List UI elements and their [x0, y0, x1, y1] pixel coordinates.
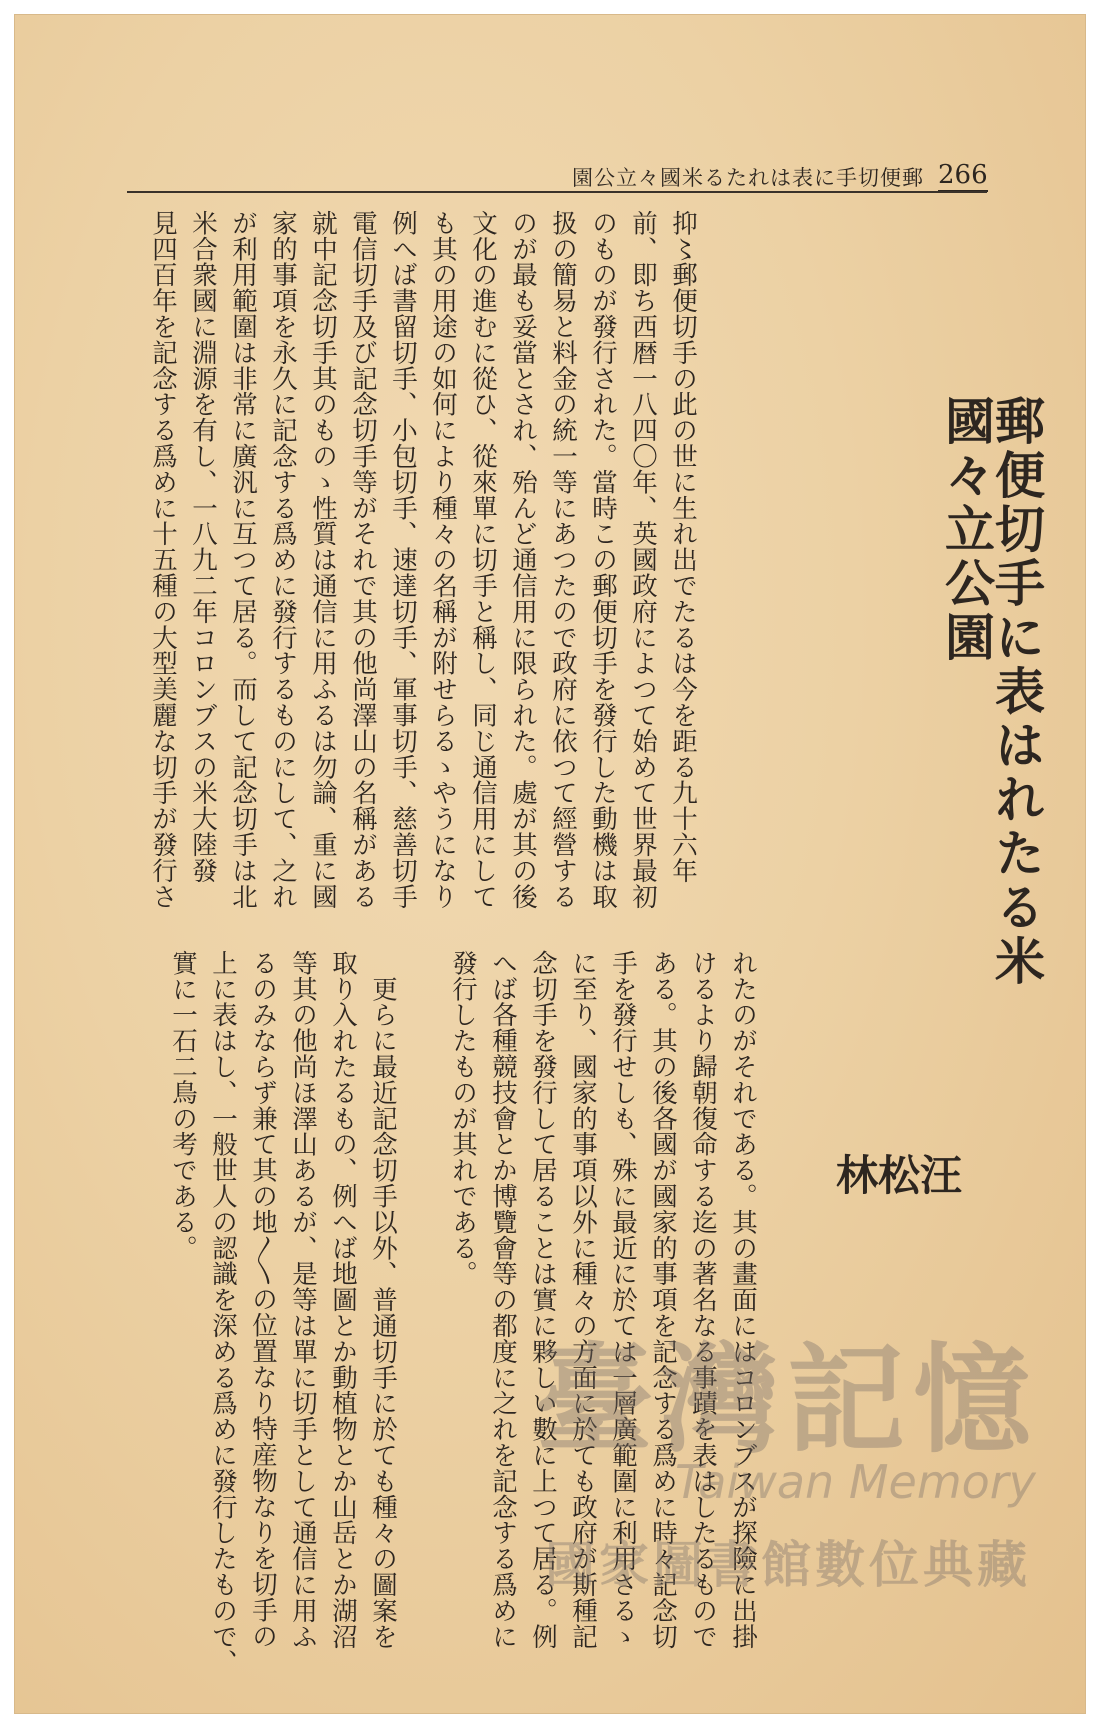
body-column: 就中記念切手其のものゝ性質は通信に用ふるは勿論、重に國: [308, 210, 338, 910]
body-column: 見四百年を記念する爲めに十五種の大型美麗な切手が發行さ: [148, 210, 178, 910]
body-column: 實に一石二鳥の考である。: [168, 950, 198, 1261]
body-column: が利用範圍は非常に廣汎に互つて居る。而して記念切手は北: [228, 210, 258, 910]
scanned-page: [14, 14, 1086, 1714]
body-column: るのみならず兼て其の地〳〵の位置なり特産物なりを切手の: [248, 950, 278, 1649]
body-column: けるより歸朝復命する迄の著名なる事蹟を表はしたるもので: [688, 950, 718, 1650]
body-column: 手を發行せしも、殊に最近に於ては一層廣範圍に利用さるゝ: [608, 950, 638, 1650]
body-column: 抑〻郵便切手の此の世に生れ出でたるは今を距る九十六年: [668, 210, 698, 884]
author-char: 松: [872, 1153, 921, 1195]
body-column: のものが發行された。當時この郵便切手を發行した動機は取: [588, 210, 618, 910]
body-column: へば各種競技會とか博覽會等の都度に之れを記念する爲めに: [488, 950, 518, 1650]
author-char: 林: [830, 1153, 879, 1195]
author-name: [830, 1153, 963, 1673]
header-rule: [127, 191, 987, 193]
body-column: 家的事項を永久に記念する爲めに發行するものにして、之れ: [268, 210, 298, 910]
watermark-english: Taiwan Memory: [675, 1455, 1036, 1509]
article-title: 郵便切手に表はれたる米國々立公園: [937, 395, 1046, 989]
watermark-subtitle: 國家圖書館數位典藏: [545, 1536, 1031, 1594]
body-column: 念切手を發行して居ることは實に夥しい數に上つて居る。例: [528, 950, 558, 1650]
body-column: 例へば書留切手、小包切手、速達切手、軍事切手、慈善切手: [388, 210, 418, 910]
watermark-logo: 臺灣記憶: [535, 1330, 1040, 1469]
body-column: 扱の簡易と料金の統一等にあつたので政府に依つて經營する: [548, 210, 578, 910]
running-header-title: 郵便切手に表はれたる米國々立公園: [572, 166, 924, 190]
body-column: 取り入れたるもの、例へば地圖とか動植物とか山岳とか湖沼: [328, 950, 358, 1650]
body-column: 發行したものが其れである。: [448, 950, 478, 1287]
body-column: 文化の進むに從ひ、從來單に切手と稱し、同じ通信用にして: [468, 210, 498, 910]
body-column: 米合衆國に淵源を有し、一八九二年コロンブスの米大陸發: [188, 210, 218, 884]
body-column: [401, 950, 437, 1510]
body-column: も其の用途の如何により種々の名稱が附せらるゝやうになり: [428, 210, 458, 910]
body-column: ある。其の後各國が國家的事項を記念する爲めに時々記念切: [648, 950, 678, 1650]
body-column: 電信切手及び記念切手等がそれで其の他尚澤山の名稱がある: [348, 210, 378, 910]
author-char: 汪: [914, 1153, 963, 1195]
body-column: 更らに最近記念切手以外、普通切手に於ても種々の圖案を: [368, 950, 398, 1650]
body-column: に至り、國家的事項以外に種々の方面に於ても政府が斯種記: [568, 950, 598, 1650]
body-column: のが最も妥當とされ、殆んど通信用に限られた。處が其の後: [508, 210, 538, 910]
page-number: 266: [938, 160, 988, 190]
body-column: 前、即ち西暦一八四〇年、英國政府によつて始めて世界最初: [628, 210, 658, 910]
body-column: 等其の他尚ほ澤山あるが、是等は單に切手として通信に用ふ: [288, 950, 318, 1650]
body-column: れたのがそれである。其の畫面にはコロンブスが探險に出掛: [728, 950, 758, 1650]
body-column: 上に表はし、一般世人の認識を深める爲めに發行したもので、: [208, 950, 238, 1676]
